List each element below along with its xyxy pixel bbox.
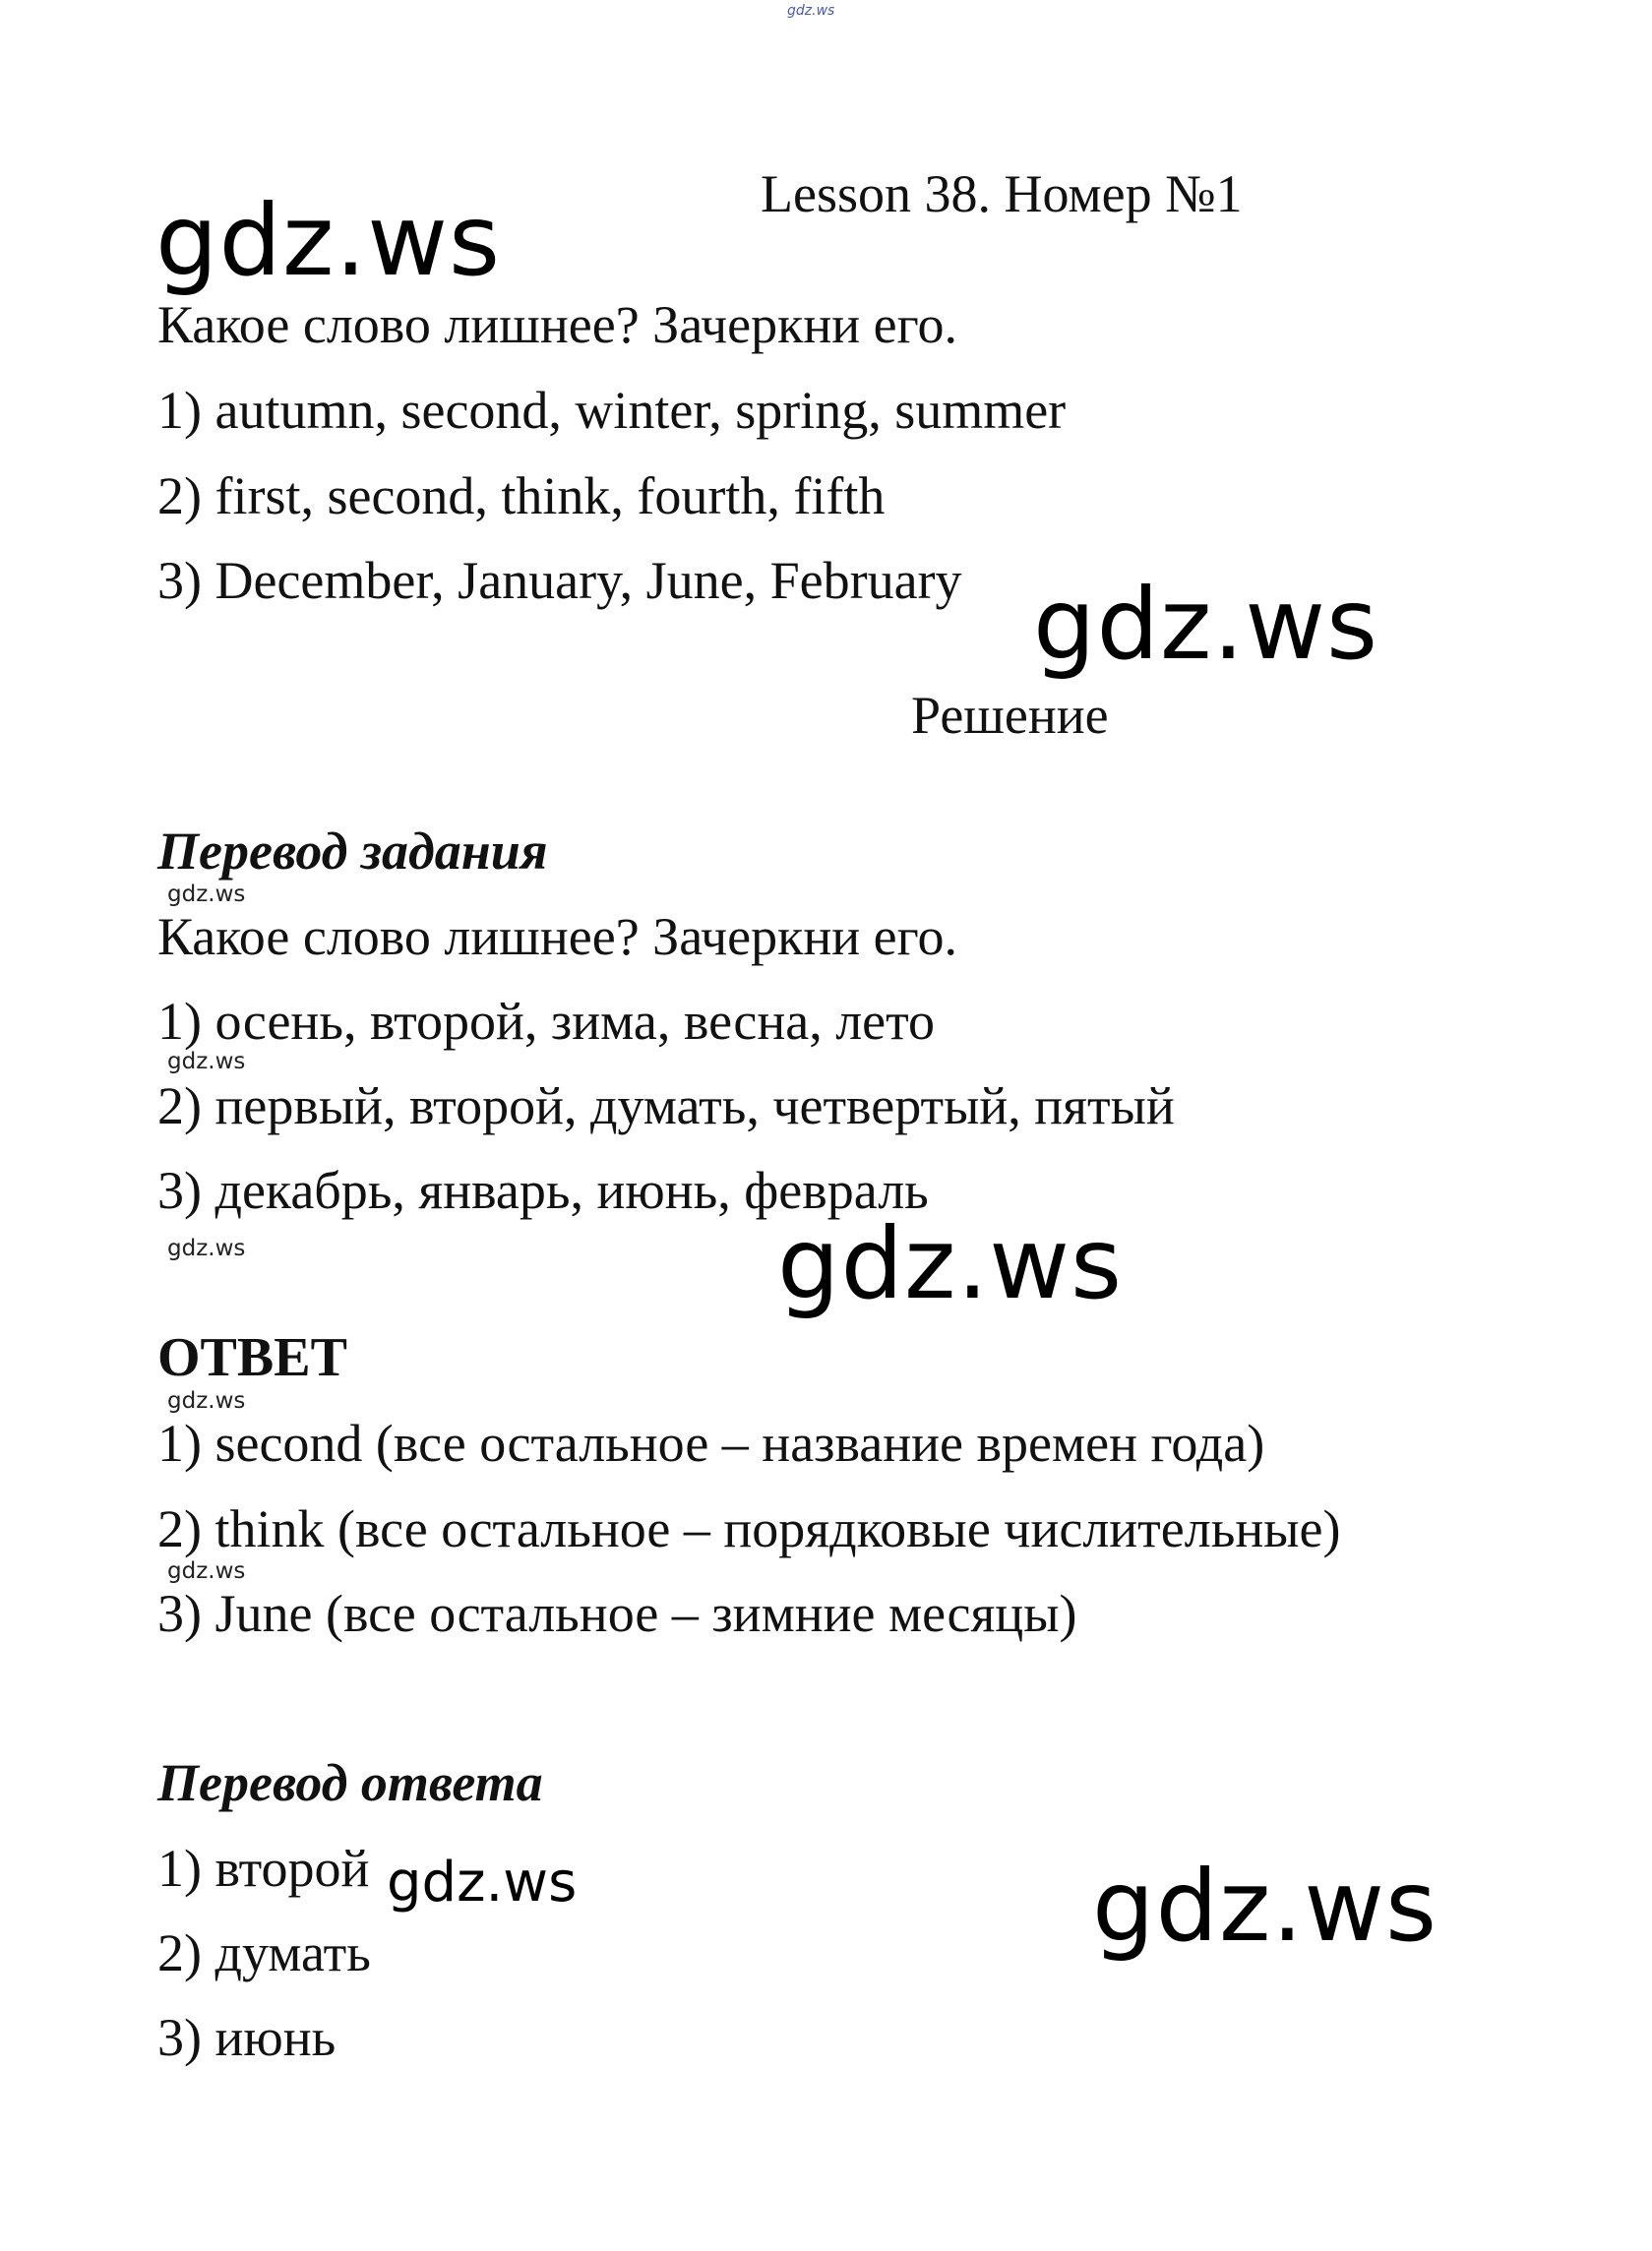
watermark-top: gdz.ws	[787, 3, 835, 19]
answer-translation-heading: Перевод ответа	[157, 1753, 543, 1812]
watermark-logo: gdz.ws	[155, 183, 502, 298]
translation-item: 2) первый, второй, думать, четвертый, пятый	[157, 1076, 1175, 1135]
task-prompt: Какое слово лишнее? Зачеркни его.	[157, 295, 957, 354]
translation-item: 3) декабрь, январь, июнь, февраль	[157, 1161, 929, 1220]
task-item: 1) autumn, second, winter, spring, summer	[157, 381, 1067, 440]
watermark-small: gdz.ws	[167, 1388, 246, 1414]
answer-translation-item: 1) второй	[157, 1839, 370, 1898]
watermark-medium: gdz.ws	[387, 1851, 578, 1915]
answer-item: 1) second (все остальное – название времен года)	[157, 1414, 1265, 1473]
watermark-small: gdz.ws	[167, 1236, 246, 1261]
translation-prompt: Какое слово лишнее? Зачеркни его.	[157, 907, 957, 966]
task-item: 3) December, January, June, February	[157, 551, 962, 610]
answer-item: 2) think (все остальное – порядковые числительные)	[157, 1499, 1341, 1558]
watermark-logo: gdz.ws	[777, 1206, 1124, 1321]
watermark-small: gdz.ws	[167, 882, 246, 907]
translation-heading: Перевод задания	[157, 821, 548, 881]
answer-translation-item: 2) думать	[157, 1923, 371, 1982]
task-item: 2) first, second, think, fourth, fifth	[157, 466, 886, 525]
answer-translation-item: 3) июнь	[157, 2008, 337, 2067]
watermark-logo: gdz.ws	[1033, 567, 1379, 682]
answer-heading: ОТВЕТ	[157, 1327, 347, 1388]
watermark-small: gdz.ws	[167, 1558, 246, 1584]
watermark-logo: gdz.ws	[1092, 1849, 1438, 1964]
solution-label: Решение	[911, 686, 1109, 745]
answer-item: 3) June (все остальное – зимние месяцы)	[157, 1584, 1077, 1643]
lesson-title: Lesson 38. Номер №1	[761, 164, 1243, 223]
watermark-small: gdz.ws	[167, 1049, 246, 1074]
translation-item: 1) осень, второй, зима, весна, лето	[157, 992, 936, 1051]
